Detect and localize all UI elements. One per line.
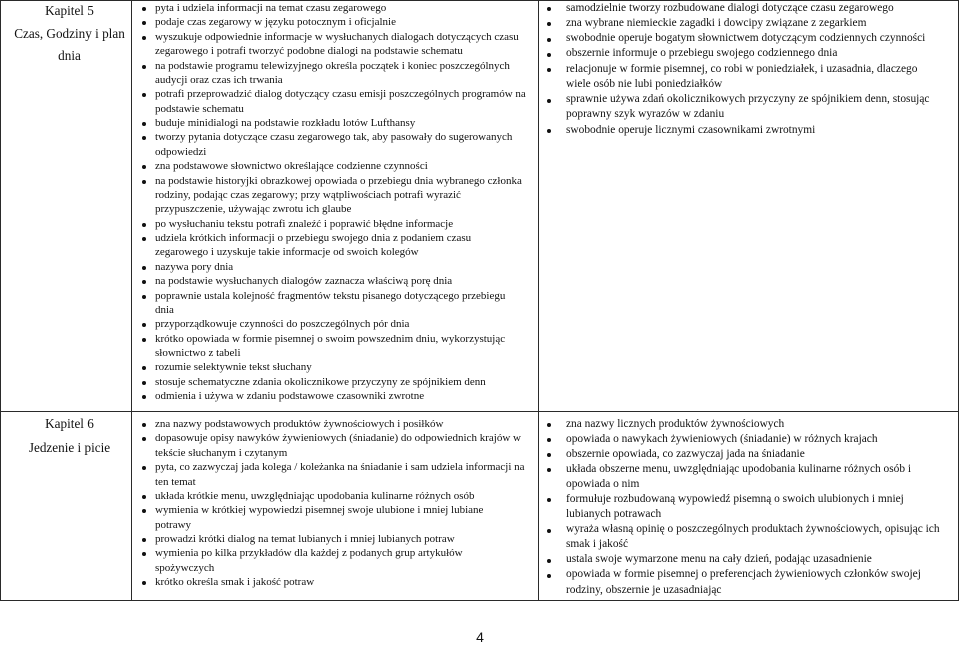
list-item [547,432,955,447]
bullet-icon [142,136,146,140]
bullet-icon [547,498,551,502]
list-item [142,532,537,546]
list-item [547,62,955,93]
bullet-icon [547,7,551,11]
bullet-icon [142,495,146,499]
bullet-icon [547,53,551,57]
bullet-icon [142,509,146,513]
list-item [547,492,955,522]
chapter-cell-1 [7,0,132,68]
bullet-icon [142,437,146,441]
item-text: zna podstawowe słownictwo określające codzienne czynności [155,160,428,173]
bullet-icon [547,438,551,442]
list-item [142,59,537,88]
list-item [547,16,955,31]
bullet-icon [547,99,551,103]
bullet-icon [142,466,146,470]
list-item [142,460,537,489]
list-item [142,260,537,274]
table-bottom-border [0,600,959,601]
list-item [142,503,537,532]
bullet-icon [142,237,146,241]
bullet-icon [547,468,551,472]
bullet-icon [142,552,146,556]
requirements-list-basic-1 [142,1,537,404]
item-text: obszernie informuje o przebiegu swojego codziennego dnia [566,47,838,60]
item-text: wymienia po kilka przykładów dla każdej z podanych grup artykułów spożywczych [155,547,463,574]
item-text: zna nazwy podstawowych produktów żywnościowych i posiłków [155,418,444,430]
table-right-border [958,0,959,601]
list-item [142,431,537,460]
bullet-icon [547,129,551,133]
list-item [142,332,537,361]
list-item [547,31,955,46]
requirements-list-basic-2 [142,417,537,590]
item-text: dopasowuje opisy nawyków żywieniowych (śniadanie) do odpowiednich krajów w tekście słuchanym i czytanym [155,432,521,459]
item-text: tworzy pytania dotyczące czasu zegarowego tak, aby pasowały do sugerowanych odpowiedzi [155,131,513,158]
item-text: udziela krótkich informacji o przebiegu swojego dnia z podaniem czasu zegarowego i uzyskuje takie informacje od swoich kolegów [155,232,472,259]
item-text: pyta i udziela informacji na temat czasu zegarowego [155,2,387,14]
list-item [547,552,955,567]
bullet-icon [142,423,146,427]
list-item [142,116,537,130]
list-item [142,417,537,431]
list-item [547,567,955,597]
item-text: potrafi przeprowadzić dialog dotyczący czasu emisji poszczególnych programów na podstawie schematu [155,88,526,115]
item-text: pyta, co zazwyczaj jada kolega / koleżanka na śniadanie i sam udziela informacji na ten temat [155,461,525,488]
list-item [142,130,537,159]
list-item [547,92,955,123]
list-item [142,575,537,589]
list-item [547,462,955,492]
requirements-list-extended-1 [547,1,955,138]
list-item [142,87,537,116]
bullet-icon [142,65,146,69]
item-text: wyraża własną opinię o poszczególnych produktach żywnościowych, opisując ich smak i jakość [566,523,940,551]
list-item [142,317,537,331]
page-number: 4 [476,629,484,645]
list-item [547,522,955,552]
bullet-icon [547,453,551,457]
item-text: formułuje rozbudowaną wypowiedź pisemną o swoich ulubionych i mniej lubianych potrawach [566,492,904,521]
bullet-icon [142,280,146,284]
bullet-icon [547,423,551,427]
item-text: nazywa pory dnia [155,260,234,273]
bullet-icon [142,93,146,97]
list-item [142,546,537,575]
bullet-icon [142,36,146,40]
chapter-title: Czas, Godziny i plan dnia [14,25,125,63]
item-text: układa obszerne menu, uwzględniając upodobania kulinarne różnych osób i opowiada o nim [566,462,912,490]
bullet-icon [142,266,146,270]
list-item [142,360,537,374]
item-text: opowiada w formie pisemnej o preferencjach żywieniowych członków swojej rodziny, obszernie je uzasadniając [566,568,921,596]
bullet-icon [142,381,146,385]
chapter-cell-2 [7,412,132,460]
item-text: stosuje schematyczne zdania okolicznikowe przyczyny ze spójnikiem denn [155,375,486,388]
bullet-icon [547,68,551,72]
bullet-icon [142,165,146,169]
bullet-icon [142,338,146,342]
bullet-icon [547,22,551,26]
item-text: samodzielnie tworzy rozbudowane dialogi dotyczące czasu zegarowego [566,1,894,14]
item-text: na podstawie historyjki obrazkowej opowiada o przebiegu dnia wybranego członka rodziny, podając czas zegarowy; przy wątpliwościach potrafi wyrazić przypuszczenie, używając zwrotu ich glaube [155,174,522,216]
list-item [142,15,537,29]
chapter-title: Jedzenie i picie [28,440,111,455]
bullet-icon [142,581,146,585]
bullet-icon [547,529,551,533]
item-text: prowadzi krótki dialog na temat lubianych i mniej lubianych potraw [155,533,455,545]
table-left-border [0,0,1,601]
item-text: swobodnie operuje licznymi czasownikami zwrotnymi [566,123,816,136]
list-item [142,159,537,173]
item-text: sprawnie używa zdań okolicznikowych przyczyny ze spójnikiem denn, stosując poprawny szyk wyrazów w zdaniu [566,93,930,121]
column-separator-2 [538,0,539,601]
item-text: relacjonuje w formie pisemnej, co robi w poniedziałek, i uzasadnia, dlaczego wiele osób nie lubi poniedziałków [566,62,918,90]
list-item [547,123,955,138]
item-text: zna wybrane niemieckie zagadki i dowcipy związane z zegarkiem [566,16,867,29]
list-item [142,30,537,59]
item-text: na podstawie wysłuchanych dialogów zaznacza właściwą porę dnia [155,275,453,288]
bullet-icon [142,323,146,327]
bullet-icon [142,7,146,11]
list-item [142,389,537,403]
bullet-icon [142,538,146,542]
item-text: poprawnie ustala kolejność fragmentów tekstu pisanego dotyczącego przebiegu dnia [155,289,506,316]
chapter-number: Kapitel 5 [45,3,94,18]
item-text: buduje minidialogi na podstawie rozkładu lotów Lufthansy [155,117,416,129]
item-text: zna nazwy licznych produktów żywnościowych [566,417,785,430]
item-text: krótko określa smak i jakość potraw [155,576,315,589]
item-text: wyszukuje odpowiednie informacje w wysłuchanych dialogach dotyczących czasu zegarowego i potrafi tworzyć podobne dialogi na podstawie schematu [155,30,519,58]
item-text: na podstawie programu telewizyjnego określa początek i koniec poszczególnych audycji oraz czas ich trwania [155,59,510,86]
item-text: podaje czas zegarowy w języku potocznym i oficjalnie [155,16,396,29]
item-text: po wysłuchaniu tekstu potrafi znaleźć i poprawić błędne informacje [155,217,454,230]
list-item [547,417,955,432]
item-text: swobodnie operuje bogatym słownictwem dotyczącym codziennych czynności [566,32,926,44]
bullet-icon [547,559,551,563]
list-item [547,46,955,61]
item-text: układa krótkie menu, uwzględniając upodobania kulinarne różnych osób [155,489,475,502]
list-item [142,217,537,231]
item-text: rozumie selektywnie tekst słuchany [155,361,312,374]
bullet-icon [547,574,551,578]
bullet-icon [142,395,146,399]
bullet-icon [142,366,146,370]
item-text: odmienia i używa w zdaniu podstawowe czasowniki zwrotne [155,390,425,403]
list-item [142,274,537,288]
row-separator [0,411,959,412]
item-text: krótko opowiada w formie pisemnej o swoim powszednim dniu, wykorzystując słownictwo z tabeli [155,332,506,359]
list-item [142,174,537,217]
item-text: obszernie opowiada, co zazwyczaj jada na śniadanie [566,447,805,460]
bullet-icon [547,38,551,42]
bullet-icon [142,21,146,25]
bullet-icon [142,122,146,126]
list-item [142,1,537,15]
list-item [142,375,537,389]
item-text: przyporządkowuje czynności do poszczególnych pór dnia [155,318,410,331]
list-item [142,231,537,260]
bullet-icon [142,223,146,227]
list-item [547,1,955,16]
requirements-list-extended-2 [547,417,955,598]
item-text: wymienia w krótkiej wypowiedzi pisemnej swoje ulubione i mniej lubiane potrawy [155,504,484,531]
bullet-icon [142,295,146,299]
chapter-number: Kapitel 6 [45,416,94,431]
bullet-icon [142,180,146,184]
list-item [142,489,537,503]
column-separator-1 [131,0,132,601]
list-item [547,447,955,462]
item-text: opowiada o nawykach żywieniowych (śniadanie) w różnych krajach [566,432,878,445]
item-text: ustala swoje wymarzone menu na cały dzień, podając uzasadnienie [566,553,872,566]
list-item [142,289,537,318]
